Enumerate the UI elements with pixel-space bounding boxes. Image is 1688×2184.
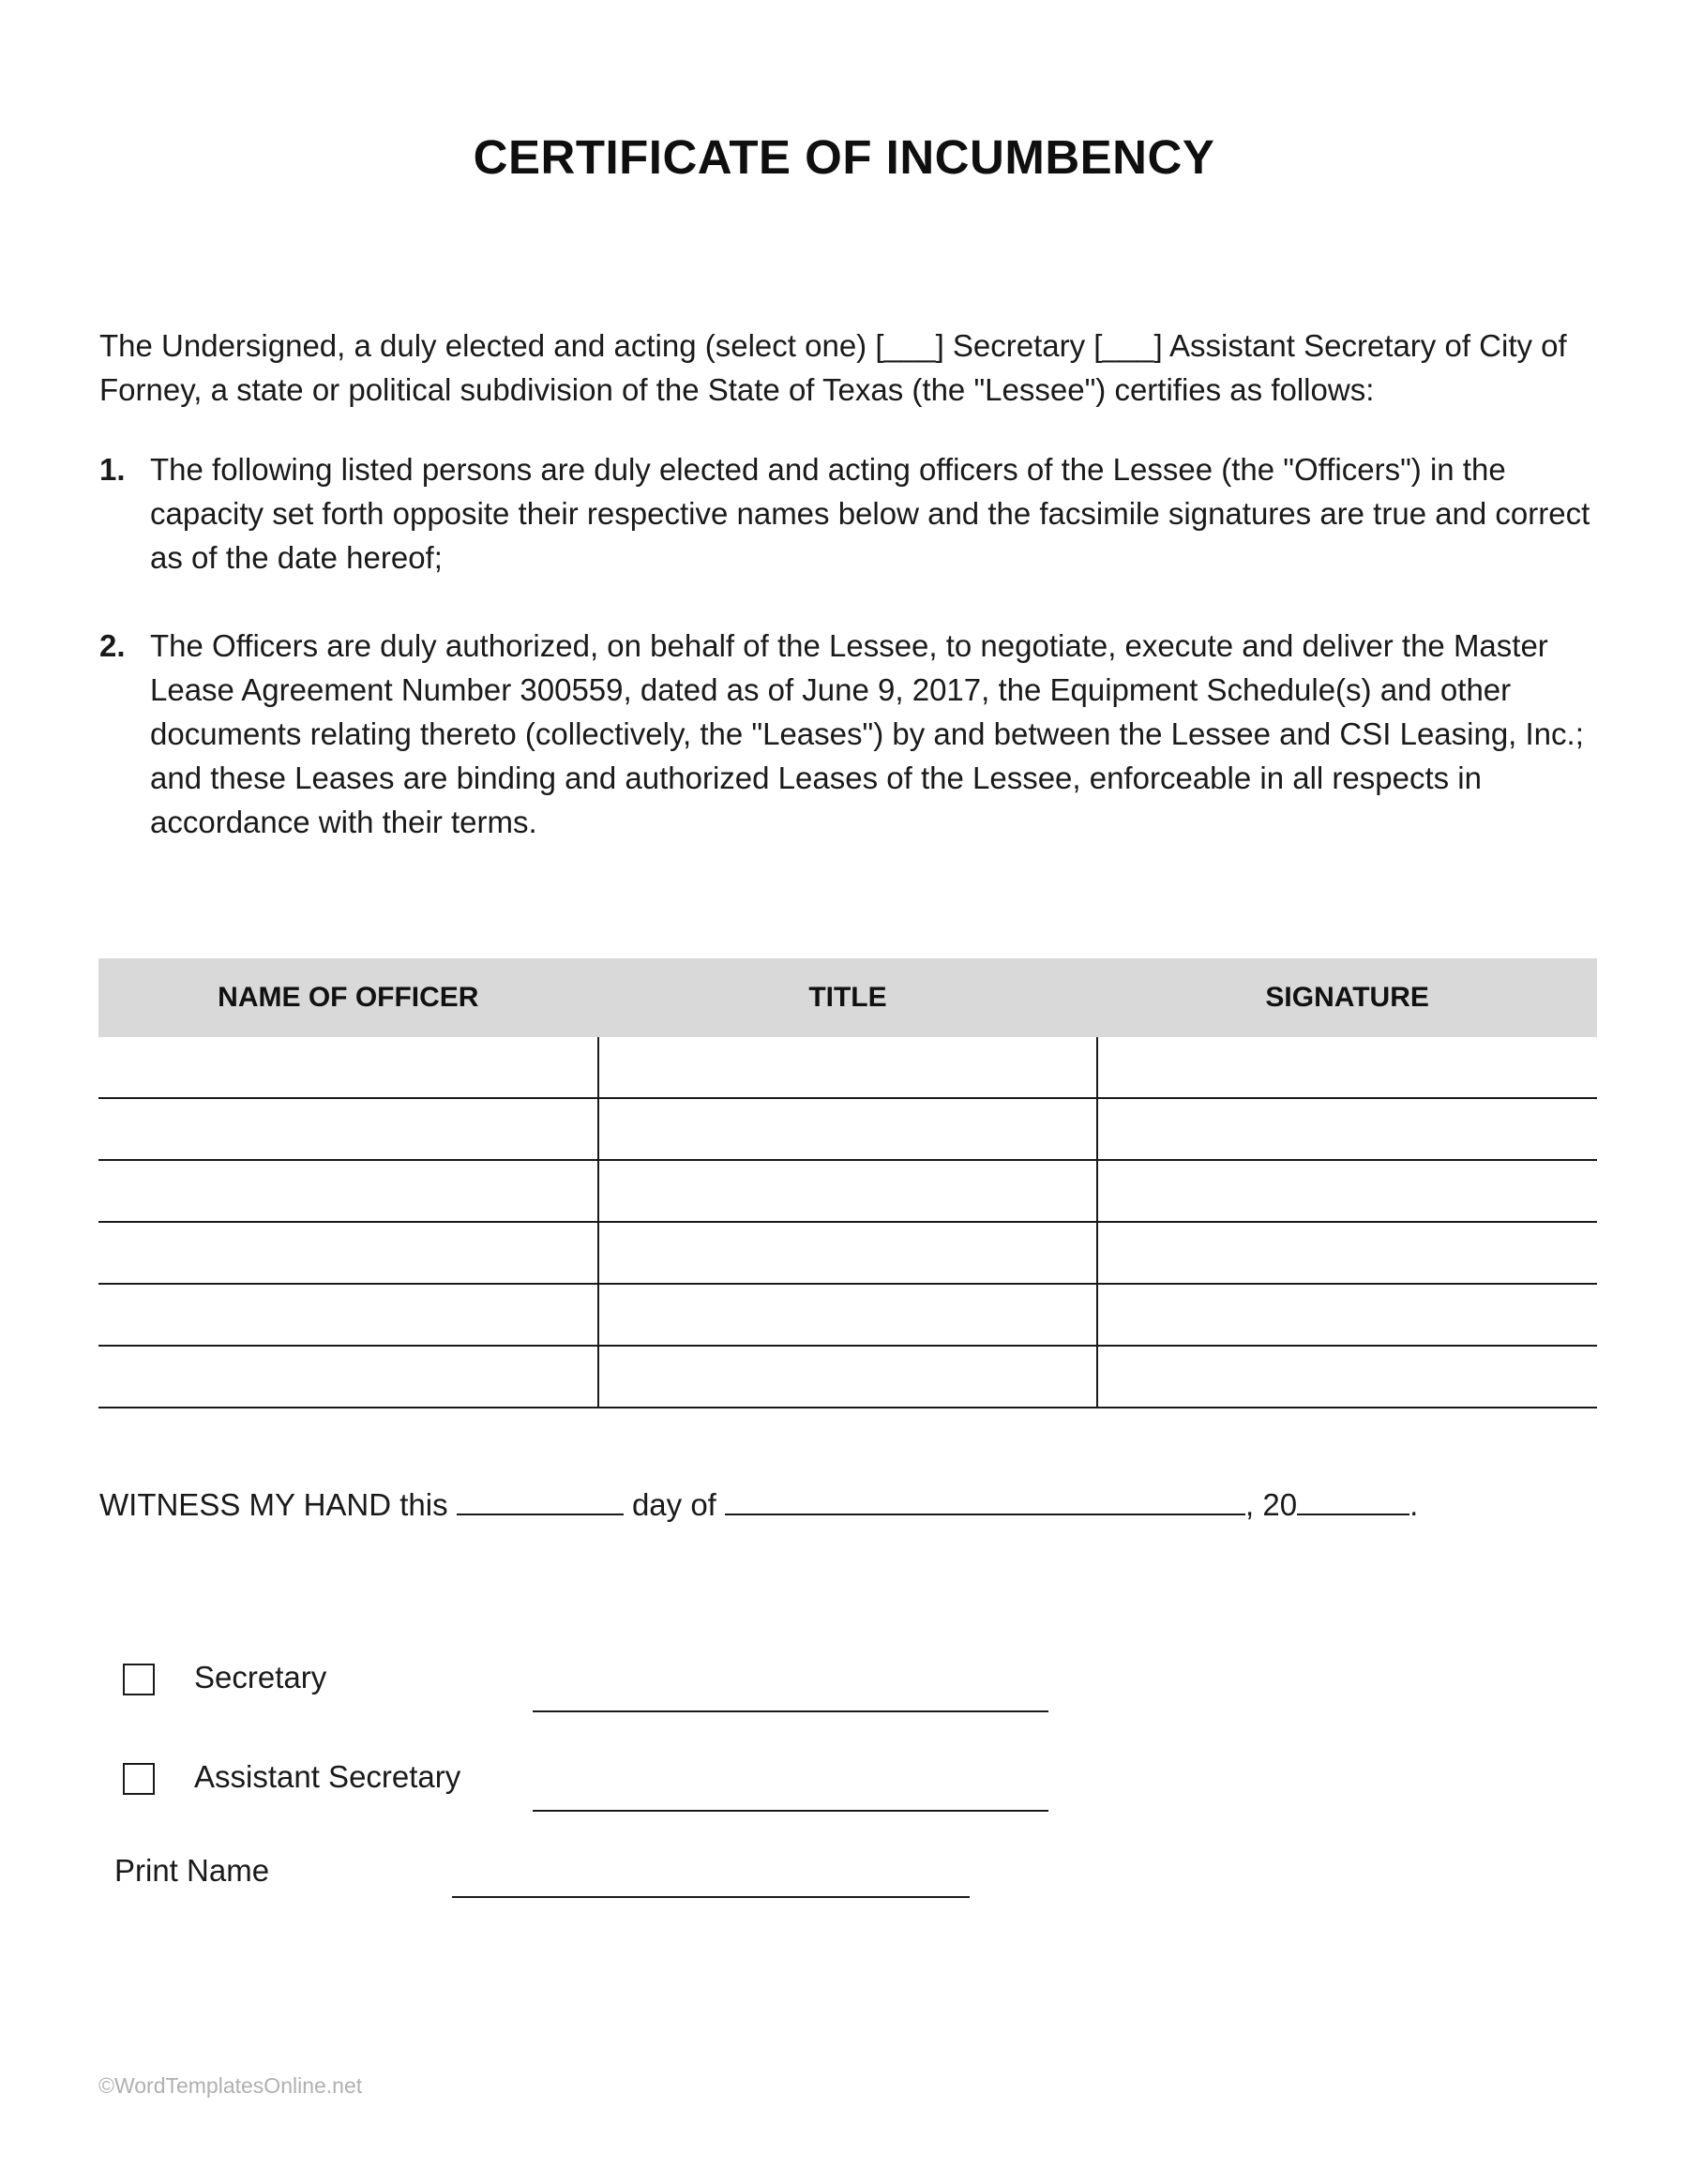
day-blank[interactable] (457, 1482, 624, 1515)
table-row (98, 1098, 1597, 1160)
table-row (98, 1222, 1597, 1284)
officer-signature-cell[interactable] (1097, 1222, 1597, 1284)
table-row (98, 1160, 1597, 1222)
officer-name-cell[interactable] (98, 1160, 598, 1222)
list-item-number: 2. (99, 628, 126, 663)
witness-line (99, 1482, 1418, 1527)
officer-title-cell[interactable] (598, 1160, 1098, 1222)
column-header-title: TITLE (598, 958, 1098, 1037)
officer-title-cell[interactable] (598, 1222, 1098, 1284)
officer-signature-cell[interactable] (1097, 1160, 1597, 1222)
assistant-secretary-label: Assistant Secretary (194, 1759, 461, 1794)
print-name-label: Print Name (114, 1853, 270, 1888)
officer-table (98, 958, 1597, 1408)
list-item-text: The Officers are duly authorized, on behalf of the Lessee, to negotiate, execute and deliver the Master Lease Agreement Number 300559, dated as of June 9, 2017, the Equipment Schedule(s) and other documents relating thereto (collectively, the "Leases") by and between the Lessee and CSI Leasing, Inc.; and these Leases are binding and authorized Leases of the Lessee, enforceable in all respects in accordance with their terms. (150, 628, 1584, 839)
day-of-label: day of (631, 1487, 716, 1522)
secretary-checkbox[interactable] (123, 1664, 155, 1695)
list-item-number: 1. (99, 452, 126, 487)
officer-signature-cell[interactable] (1097, 1037, 1597, 1098)
witness-suffix: . (1409, 1487, 1419, 1522)
footer-copyright: ©WordTemplatesOnline.net (98, 2073, 363, 2098)
assistant-secretary-checkbox[interactable] (123, 1763, 155, 1795)
secretary-label: Secretary (194, 1660, 327, 1694)
assistant-secretary-signature-line[interactable] (533, 1810, 1048, 1812)
officer-name-cell[interactable] (98, 1222, 598, 1284)
officer-title-cell[interactable] (598, 1037, 1098, 1098)
officer-title-cell[interactable] (598, 1284, 1098, 1346)
officer-name-cell[interactable] (98, 1284, 598, 1346)
officer-signature-cell[interactable] (1097, 1346, 1597, 1408)
officer-name-cell[interactable] (98, 1098, 598, 1160)
secretary-signature-line[interactable] (533, 1710, 1048, 1712)
list-item (99, 447, 1600, 580)
table-row (98, 1346, 1597, 1408)
column-header-signature: SIGNATURE (1097, 958, 1597, 1037)
month-blank[interactable] (725, 1482, 1245, 1515)
witness-prefix: WITNESS MY HAND this (99, 1487, 448, 1522)
year-prefix: , 20 (1245, 1487, 1298, 1522)
officer-signature-cell[interactable] (1097, 1098, 1597, 1160)
officer-name-cell[interactable] (98, 1037, 598, 1098)
table-row (98, 1037, 1597, 1098)
officer-title-cell[interactable] (598, 1098, 1098, 1160)
list-item-text: The following listed persons are duly elected and acting officers of the Lessee (the "Officers") in the capacity set forth opposite their respective names below and the facsimile signatures are true and correct as of the date hereof; (150, 452, 1590, 575)
intro-paragraph: The Undersigned, a duly elected and acting (select one) [___] Secretary [___] Assistant Secretary of City of Forney, a state or political subdivision of the State of Texas (the "Lessee") certifies as follows: (99, 328, 1567, 407)
officer-title-cell[interactable] (598, 1346, 1098, 1408)
officer-name-cell[interactable] (98, 1346, 598, 1408)
page-title: CERTIFICATE OF INCUMBENCY (473, 130, 1215, 184)
print-name-line[interactable] (452, 1896, 970, 1898)
year-blank[interactable] (1297, 1482, 1409, 1515)
officer-signature-cell[interactable] (1097, 1284, 1597, 1346)
column-header-name: NAME OF OFFICER (98, 958, 598, 1037)
table-header-row (98, 958, 1597, 1037)
list-item (99, 624, 1600, 844)
table-row (98, 1284, 1597, 1346)
